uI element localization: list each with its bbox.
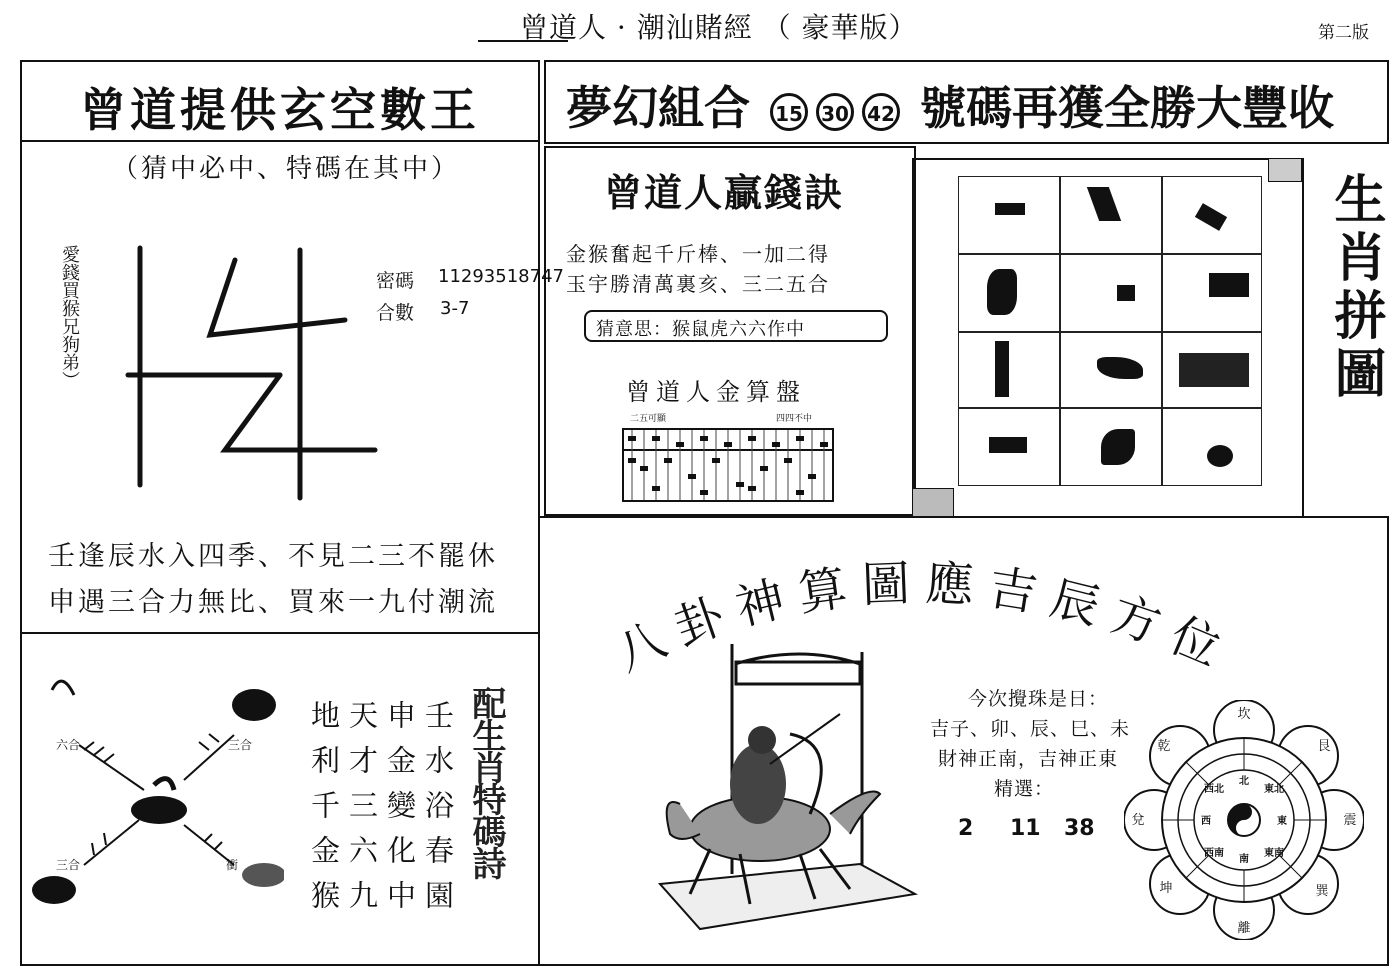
direction-label: 東 [1277,816,1287,827]
pick-3: 38 [1064,816,1095,841]
poem-vertical-title: 配生肖特碼詩 [466,686,506,878]
bagua-title: 八卦神算圖應吉辰方位 [607,555,1242,683]
direction-label: 西 [1201,816,1211,827]
win-secret-line-2: 玉宇勝清萬裏亥、三二五合 [566,272,830,296]
side-note: 愛錢買猴兄狗弟） [59,245,80,389]
petal-label: 艮 [1317,739,1331,754]
puzzle-piece [995,341,1009,397]
puzzle-cell-11 [1060,408,1162,486]
puzzle-corner-tab [912,488,954,518]
guess-box [584,310,888,342]
petal-label: 震 [1343,813,1357,828]
sum-value: 3-7 [440,298,470,319]
banner-right-text: 號碼再獲全勝大豐收 [920,81,1335,135]
poem-col-2: 申金變化中 [383,700,417,925]
puzzle-cell-9 [1162,332,1262,408]
puzzle-cell-4 [958,254,1060,332]
code-label: 密碼 [376,270,415,292]
poem-col-1: 壬水浴春園 [421,700,455,925]
puzzle-piece [1195,203,1227,231]
puzzle-piece [1097,357,1143,379]
xuan-kong-glyph [110,240,390,510]
petal-label: 坎 [1237,707,1251,722]
puzzle-piece [1207,445,1233,467]
picks-label: 精選： [994,778,1055,800]
banner-title: 曾道提供玄空數王 [80,83,480,137]
puzzle-piece [989,437,1027,453]
petal-label: 巽 [1315,884,1329,899]
top-banner [566,72,1334,138]
arrow-icon [770,714,840,764]
horse-tail-icon [830,792,880,835]
poem-col-3: 天才三六九 [345,700,379,925]
puzzle-piece [995,203,1025,215]
poem-col-4: 地利千金猴 [307,700,341,925]
archer-illustration [640,644,920,954]
zodiac-arrows [24,650,284,950]
monkey-icon [52,681,74,695]
snake-icon [131,796,187,824]
pick-1: 2 [958,816,974,841]
puzzle-cell-6 [1162,254,1262,332]
archer-figure-icon [730,744,786,824]
pick-2: 11 [1010,816,1041,841]
bagua-wheel [1124,700,1364,940]
direction-label: 南 [1239,854,1249,865]
win-secret-title: 曾道人贏錢訣 [604,171,845,215]
number-15: 15 [770,93,808,131]
puzzle-cell-1 [958,176,1060,254]
abacus-left-note: 二五可顯 [630,414,667,424]
puzzle-cell-12 [1162,408,1262,486]
draw-day-label: 今次攪珠是日： [968,688,1109,710]
abacus-title: 曾道人金算盤 [626,378,806,406]
code-value: 11293518747 [438,266,564,287]
puzzle-cell-2 [1060,176,1162,254]
label-sanhe-2: 三合 [56,858,81,872]
ox-icon [32,876,76,904]
puzzle-title: 生肖拼圖 [1325,172,1385,404]
petal-label: 離 [1237,921,1251,936]
direction-label: 東北 [1264,784,1284,795]
puzzle-cell-7 [958,332,1060,408]
direction-label: 西北 [1204,784,1224,795]
abacus-right-note: 四四不中 [776,414,813,424]
abacus [622,428,834,502]
snake-head-icon [154,779,174,790]
label-chong: 衝 [226,858,239,872]
label-sanhe-1: 三合 [228,738,253,752]
puzzle-piece [987,269,1017,315]
sum-label: 合數 [376,302,415,324]
rooster-icon [232,689,276,721]
banner-left-text: 夢幻組合 [566,81,750,135]
puzzle-piece [1209,273,1249,297]
puzzle-piece [1087,187,1121,221]
archer-head-icon [748,726,776,754]
puzzle-corner-tab-2 [1268,158,1302,182]
glyph-strokes [128,248,375,498]
petal-label: 坤 [1159,881,1173,896]
puzzle-piece [1101,429,1135,465]
puzzle-piece [1117,285,1135,301]
poem-line-1: 壬逢辰水入四季、不見二三不罷休 [48,541,498,572]
puzzle-cell-10 [958,408,1060,486]
direction-label: 北 [1239,776,1249,787]
direction-label: 西南 [1204,848,1224,859]
lucky-branches: 吉子、卯、辰、巳、未 [930,718,1131,740]
petal-label: 乾 [1157,739,1171,754]
puzzle-piece [1179,353,1249,387]
win-secret-line-1: 金猴奮起千斤棒、一加二得 [566,242,830,266]
petal-label: 兌 [1131,813,1145,828]
label-liuhe: 六合 [56,738,81,752]
direction-label: 東南 [1264,848,1284,859]
poem-line-2: 申遇三合力無比、買來一九付潮流 [48,587,498,618]
puzzle-cell-3 [1162,176,1262,254]
number-30: 30 [816,93,854,131]
puzzle-cell-5 [1060,254,1162,332]
puzzle-cell-8 [1060,332,1162,408]
page-title: 曾道人 · 潮汕賭經 （ 豪華版） [520,11,918,44]
edition-label: 第二版 [1318,23,1369,43]
subtitle: （猜中必中、特碼在其中） [112,154,461,184]
number-42: 42 [862,93,900,131]
pig-icon [242,863,284,887]
god-direction: 財神正南，吉神正東 [938,748,1119,770]
guess-text: 猜意思：猴鼠虎六六作中 [596,319,805,340]
